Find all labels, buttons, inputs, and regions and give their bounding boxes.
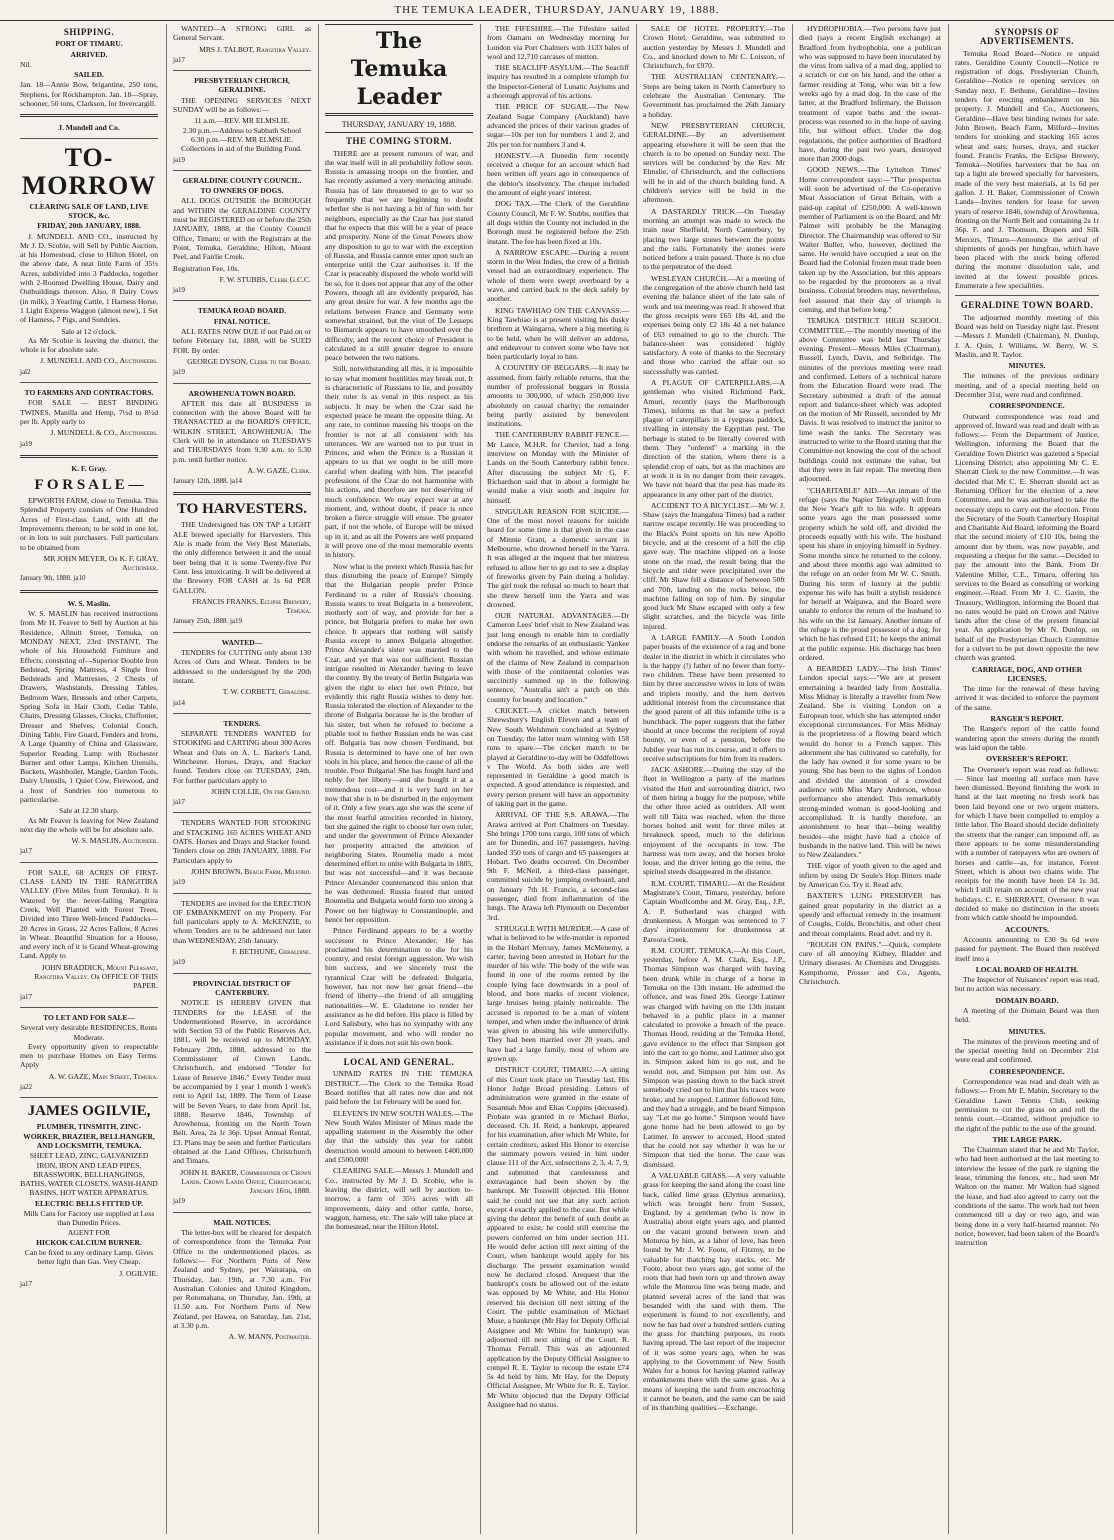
ad-code: ja17	[173, 55, 186, 64]
column-3	[318, 24, 479, 1534]
aro-heading: AROWHENUA TOWN BOARD.	[188, 388, 296, 398]
paragraph: A meeting of the Domain Board was then held.	[955, 1005, 1099, 1025]
paragraph: A LARGE FAMILY.—A South London paper boasts of the existence of a rag and bone dealer in the district in which it circulates who is the happy (!) father of no fewer than forty-two children. These have been presented to him by three successive wives in lots of twins and triplets mostly, and the item derives additional interest from the circumstance that the good parent of all this infantile tribe is a hunchback. The paper suggests that the father should at once become the recipient of royal bounty, or even of a pension, before the Jubilee year has run its course, and it offers to receive subscriptions for him from its readers.	[643, 633, 785, 763]
sailed-label: SAILED.	[74, 70, 104, 80]
signature: J. MUNDELL & CO., Auctioneers.	[50, 428, 158, 438]
tolet-text: Several very desirable RESIDENCES, Rents Moderate.	[20, 1023, 158, 1042]
paragraph: TEMUKA DISTRICT HIGH SCHOOL COMMITTEE.—The monthly meeting of the above Committee was held last Thursday evening. Present—Messrs Miles (Chairman), Russell, Lynch, Davis, and Selbridge. The minutes of the previous meeting were read and confirmed. Letters of a technical nature from the Education Board were read. The Secretary submitted a draft of the annual report and balance-sheet which was adopted on the motion of Mr Russell, seconded by Mr Davis. It was resolved to instruct the janitor to lime wash the tanks. The Secretary was instructed to write to the Board stating that the Committee not knowing the cost of the school buildings could not estimate the value, but that they were in fair repair. The meeting then adjourned.	[799, 316, 941, 484]
paragraph: A VALUABLE GRASS.—A very valuable grass for keeping the sand along the coast line back, called lime grass (Elymus arenarius), which was brought here from Sussex, England, by a gentleman (who is now in Australia) about eight years ago, and planted on the vacant ground between town and Moturoa by him, as a labor of love, has been found by Mr J. W. Foote, of Fitzroy, to be valuable for thatching hay stacks, etc. Mr Foote, about two years ago, got some of the roots that had been torn up and thrown away while the Moturoa line was being made, and planted several acres of the land that was besanded with the sand with them. The experiment is found to not excellently, and now he has had over a hundred settlers cutting the grass for thatching purposes, its roots having spread. The last report of the inspector of it was some years ago, when he was applying to the Government of New South Wales for a bonus for having planted railway embankments there with the same grass. As a means of keeping the sand from encroaching it cannot be beaten, and the same can be said of its thatching qualities.—Exchange.	[643, 1170, 785, 1413]
presby-text: THE OPENING SERVICES NEXT SUNDAY will be as follows:—	[173, 95, 311, 115]
columns	[14, 24, 1104, 1534]
paragraph: OUR NATURAL ADVANTAGES.—Dr Cameron Lees' brief visit to New Zealand was just long enough to enable him to cordially endorse the remarks of an enthusiastic Yankee with whom he travelled, and whose estimate of the claims of New Zealand in comparison with those of the continental colonies was succinctly summed up in the following sentence, "Australia ain't a patch on this country for beauty and location."	[487, 611, 629, 704]
tenders-heading: TENDERS.	[223, 718, 261, 728]
ad-code: ja19	[173, 368, 186, 377]
paragraph: THE PRICE OF SUGAR.—The New Zealand Sugar Company (Auckland) have advanced the prices of their various grades of sugar—10s per ton for numbers 1 and 2, and 20s per ton for numbers 3 and 4.	[487, 102, 629, 149]
subheading: CORRESPONDENCE.	[989, 401, 1065, 411]
shipping-heading: SHIPPING.	[63, 27, 115, 37]
subheading: OVERSEER'S REPORT.	[986, 754, 1068, 764]
paragraph: "CHARITABLE" AID.—An inmate of the refuge (says the Napier Telegraph) will from the New Year's gift to his wife. It appears some years ago the man possessed some property which he sold off, and divided the proceeds equally with his wife. The husband spent his share in enjoying himself in Sydney. Some months since he returned to the colony, and about three months ago was admitted to the refuge on an order from Mr W. C. Smith. During his term of luxury at the public expense his wife has built a stylish residence for herself at Waipawa, and the Board were unable to enforce the return of the husband to his wife on the 1st January. Another inmate of the refuge is the proud possessor of a dog, for which he has refused £11; he keeps the animal at the public expense. His discharge has been ordered.	[799, 485, 941, 662]
signature: T. W. CORBETT, Geraldine.	[222, 687, 311, 697]
signature: A. W. GAZE, Clerk.	[247, 465, 311, 475]
paragraph: WESLEYAN CHURCH.—At a meeting of the congregation of the above church held last evening the balance sheet of the late sale of work and tea meeting was read. It showed that the gross receipts were £65 18s 4d, and the expenses being only £2 18s 4d a net balance of £63 remained to go to the church. The balance-sheet was considered highly satisfactory. A vote of thanks to the Secretary and those who carried the affair out so successfully was carried.	[643, 273, 785, 376]
paragraph: R.M. COURT, TIMARU.—At the Resident Magistrate's Court, Timaru, yesterday, before Captain Woollcombe and M. Gray, Esq., J.P., A. P. Sutherland was charged with drunkenness. A Morgan was sentenced to 7 days' imprisonment for drunkenness at Pareora Creek.	[643, 878, 785, 944]
subheading: DOMAIN BOARD.	[995, 995, 1059, 1005]
editorial-heading: THE COMING STORM.	[345, 136, 453, 147]
subheading: MINUTES.	[1008, 361, 1046, 371]
tolet-text2: Every opportunity given to respectable men to purchase Homes on Easy Terms. Apply	[20, 1041, 158, 1070]
dogs-text: ALL DOGS OUTSIDE the BOROUGH and WITHIN the GERALDINE COUNTY must be REGISTERED on or before the 25th JANUARY, 1888, at the County Council Office, Timaru; or with the Registrars at the Point, Temuka, Geraldine, Hilton, Mount Peel, and Fairlie Creek.	[173, 196, 311, 262]
paragraph: Prince Ferdinand appears to be a worthy successor to Prince Alexander. He has proclaimed his determination to die for his country, and resist foreign aggression. We wish him success, and we sincerely trust the tyrannical Czar will be defeated. Bulgaria, however, has not now her great friend—the friend of liberty—the friend of all struggling nationalities—W. E. Gladstone to render her assistance as he did before. His place is filled by Lord Salisbury, who has no sympathy with any popular movement, and who will render no assistance if it does not suit his own book.	[325, 926, 473, 1047]
paragraph: ARRIVAL OF THE S.S. ARAWA.—The Arawa arrived at Port Chalmers on Tuesday. She brings 1700 tons cargo, 100 tons of which are for Dunedin, and 167 passengers, having landed 350 tons of cargo and 65 passengers at Hobart. Two deaths occurred. On December 9th F. McNeil, a third-class passenger, committed suicide by jumping overboard, and on January 7th H. Francis, a second-class passenger, died from inflammation of the lungs. The Arawa left Plymouth on December 3rd.	[487, 810, 629, 922]
stooking-text: SEPARATE TENDERS WANTED for STOOKING and CARTING about 300 Acres Wheat and Oats on A. L. Barker's Land, Winchester. Horses, Drays, and Stacker found. Tenders close on TUESDAY, 24th. For further particulars apply to	[173, 729, 311, 785]
subheading: MINUTES.	[1008, 1026, 1046, 1036]
gray-text: EPWORTH FARM, close to Temuka. This Splendid Property consists of One Hundred Acres of First-class Land, with all the Improvements thereon; to be sold in one lot, or in lots to suit purchasers. Full particulars to be obtained from	[20, 496, 158, 552]
mail-heading: MAIL NOTICES.	[213, 1217, 271, 1227]
paragraph: DISTRICT COURT, TIMARU.—A sitting of this Court took place on Tuesday last, His Honor Judge Broad presiding. Letters of administration were granted in the estate of Susannah Moe and Elias Coppins (deceased). Probate was granted in re Michael Burke, deceased. Ch. H. Reid, a bankrupt, appeared for his examination, after which Mr White, for certain creditors, asked His Honor to exercise the summary powers vested in him under clause 111 of the Act, subsections 2, 3, 4, 7, 9, and submitted that carelessness and extravagance had been shown by the bankrupt. Mr Tosswill objected. His Honor said he could not see that any such action except 4 exactly applied to the case. But while giving the debtor the benefit of such doubt as appeared to exist, he could still exercise the powers conferred on him under section 111. He would defer action till next sitting of the Court, when bankrupt would apply for his discharge. The present examination would now be declared closed. Arequest that the bankrupt's costs be allowed out of the estate was opposed by Mr White, and His Honor reserved his decision till next sitting of the Court. The public examination of Michael Muse, a bankrupt (Mr Hay for Deputy Official Assignee and Mr White for bankrupt) was adjourned till next sitting of the Court. R. Thomas Ferrall. This was an adjourned application by the Deputy Official Assignee to compel R. E. Taylor to recoup the estate £74 5s 4d held by him. Mr Hay, for the Deputy Official Assignee, Mr White for R. E. Taylor. Mr White objected that the Deputy Official Assignee had no status.	[487, 1065, 629, 1410]
mundell-heading: J. Mundell and Co.	[58, 123, 120, 133]
signature: JOHN BRADDICK, Mount Pleasant, Rangitira Valley. Or OFFICE OF THIS PAPER.	[34, 962, 158, 991]
paragraph: KING TAWHIAO ON THE CANVASS.—King Tawhiao is at present visiting his dusky brethren at Waingaroa, where a big meeting is to be held, when he will deliver an address, and endeavour to convert some who have not been particularly loyal to him.	[487, 305, 629, 362]
newspaper-nameplate: The Temuka Leader	[325, 24, 473, 116]
ad-code: ja19	[173, 1197, 186, 1206]
prov-heading: PROVINCIAL DISTRICT OF CANTERBURY.	[192, 978, 292, 997]
signature: J. OGILVIE.	[119, 1268, 158, 1278]
dogs-heading: TO OWNERS OF DOGS.	[200, 186, 284, 196]
paragraph: THE AUSTRALIAN CENTENARY.—Steps are being taken in North Canterbury to celebrate the Australian Centenary. The Government has proclaimed the 26th January a holiday.	[643, 72, 785, 119]
paragraph: BAXTER'S LUNG PRESERVER has gained great popularity in the district as a speedy and effectual remedy in the treatment of Coughs, Colds, Bronchitis, and other chest and throat complaints. Read advt. and try it.	[799, 891, 941, 938]
gcc-heading: GERALDINE COUNTY COUNCIL.	[182, 175, 302, 185]
paragraph: A NARROW ESCAPE.—During a recent storm in the West Indies, the crew of a British vessel had an extraordinary experience. The whole of them were swept overboard by a wave, and carried back to the deck safely by another.	[487, 247, 629, 304]
wanted-ad: WANTED—A STRONG GIRL as General Servant.	[173, 24, 311, 43]
paragraph: The minutes of the previous meeting and of the special meeting held on December 21st were read and confirmed.	[955, 1036, 1099, 1065]
sale-note: As Mr Scobie is leaving the district, the whole is for absolute sale.	[20, 335, 158, 355]
local-heading: LOCAL AND GENERAL.	[343, 1057, 455, 1068]
masthead-title: THE TEMUKA LEADER, THURSDAY, JANUARY 19, 1888.	[394, 4, 720, 16]
paragraph: A BEARDED LADY.—The Irish Times' London special says:—"We are at present entertaining a bearded lady from Australia. Miss Midnay is literally a traveller from New Zealand. She is visiting London on a European tour, which she has attempted under exceptional circumstances. For Miss Midnay is the proprietress of a flowing beard which would do honor to a French sapper. This adornment she has cultivated so carefully, for the lady has owned it for some years to be young. She has been to the sights of London and divided the attention of a crowded audience with Miss Mary Anderson, whose performance she attended. This remarkably strong-minded woman is good-looking and accomplished. It is hardly therefore, an astonishment to hear that—being wealthy besides—she might have had a choice of husbands in the native land. This will be news to New Zealanders."	[799, 664, 941, 860]
cutting-text: TENDERS for CUTTING only about 130 Acres of Oats and Wheat. Tenders to be addressed to the undersigned by the 20th instant.	[173, 648, 311, 685]
signature: J. MUNDELL AND CO., Auctioneers.	[40, 356, 158, 366]
paragraph: Correspondence was read and dealt with as follows:— From Mr E. Mabin, Secretary to the Geraldine Lawn Tennis Club, seeking permission to cut the grass on and roll the tennis court.—Granted, without prejudice to the right of the public to the use of the ground.	[955, 1077, 1099, 1133]
service-note: Collections in aid of the Building Fund.	[181, 144, 302, 154]
column-6	[792, 24, 947, 1534]
signature: MR JOHN MEYER, Or K. F. GRAY, Auctioneer.	[43, 553, 158, 573]
ad-code: ja14	[173, 698, 186, 707]
maslin-text: W. S. MASLIN has received instructions from Mr H. Feaver to Sell by Auction at his Residence, Allnutt Street, Temuka, on MONDAY NEXT, 23rd INSTANT, The whole of his Household Furniture and Effects, consisting of—Superior Double Iron Bedstead, Spring Mattress, 4 Single Iron Bedsteads and Mattresses, 2 Chests of Drawers, Washstands, Dressing Tables, Bedroom Ware, Brussels and other Carpets, Spring Sofa in Hair Cloth, Cedar Table, Chairs, Dressing Glasses, Clocks, Chiffonier, Dresser and Shelves, Colonial Couch, Dining Table, Fire Guard, Fenders and Irons, A Large Quantity of China and Glassware, Superior Reading Lamp with Rochester Burner and other Lamps, Kitchen Utensils, Buckets, Washboiler, Mangle, Garden Tools, Dairy Utensils, 1 Quiet Cow, Firewood, and a host of Sundries too numerous to particularise.	[20, 609, 158, 804]
column-7	[948, 24, 1105, 1534]
page-masthead	[0, 4, 1114, 21]
paragraph: THE SEACLIFF ASYLUM.—The Seacliff inquiry has resulted in a complete triumph for the Inspector-General of Lunatic Asylums and a thorough approval of his actions.	[487, 63, 629, 101]
ad-code: ja17	[20, 847, 33, 856]
signature: W. S. MASLIN, Auctioneer.	[71, 836, 158, 846]
paragraph: NEW PRESBYTERIAN CHURCH, GERALDINE.—By an advertisement appearing elsewhere it will be seen that the church is to be opened on Sunday next. The services will be conducted by the Rev. Mr Elmslie, of Christchurch, and the collections will be in aid of the church building fund. A children's service will be held in the afternoon.	[643, 120, 785, 205]
sailed-text: Jan. 18—Annie Bow, brigantine, 250 tons, Stephens, for Rockhampton. Jan. 18—Spray, schooner, 50 tons, Clarkson, for Invercargill.	[20, 80, 158, 109]
signature: F. BETHUNE, Geraldine.	[231, 947, 311, 957]
paragraph: The Ranger's report of the cattle found wandering upon the streets during the month was laid upon the table.	[955, 724, 1099, 752]
service-2: 2.30 p.m.—Address to Sabbath School	[182, 125, 302, 135]
prov-text: NOTICE IS HEREBY GIVEN that TENDERS for the LEASE of the Undermentioned Reserve, in accordance with Section 53 of the Public Reserves Act, 1881, will be received up to MONDAY, February 20th, 1888, addressed to the Commissioner of Crown Lands, Christchurch, and endorsed "Tender for Lease of Reserve 1846." Every Tender must be accompanied by 1 year 1 month 1 week's rent to April 1st, 1889. The Term of Lease will be Seven Years, to date from April 1st, 1888. Reserve 1846, Township of Arowhenua, fronting on the North Town Belt. Area, 2a 1r 36p. Upset Annual Rental, £3. Plans may be seen and further Particulars obtained at the Land Offices, Christchurch and Timaru.	[173, 998, 311, 1166]
paragraph: UNPAID RATES IN THE TEMUKA DISTRICT.—The Clerk to the Temuka Road Board notifies that all rates now due and not paid before the 1st February will be sued for.	[325, 1069, 473, 1107]
trb-heading: TEMUKA ROAD BOARD.	[197, 306, 287, 316]
sale-text: J. MUNDELL AND CO., instructed by Mr J. D. Scobie, will Sell by Public Auction, at his Homestead, close to Hilton Hotel, on the above date, A neat little Farm of 35½ Acres, subdivided into 3 Paddocks, together with 2-Roomed Dwelling House, Dairy and Outbuildings thereon. Also, 8 Dairy Cows (in milk), 3 Yearling Cattle, 1 Harness Horse, 1 Light Express Waggon (almost new), 1 Set of Harness, 7 Pigs, and Sundries.	[20, 231, 158, 325]
binding-text: FOR SALE — BEST BINDING TWINES, Manilla and Hemp, 7½d to 8½d per lb. Apply early to	[20, 398, 158, 426]
subheading: THE LARGE PARK.	[992, 1134, 1062, 1144]
paragraph: SINGULAR REASON FOR SUICIDE.—One of the most novel reasons for suicide heard for some time is that given in the case of Minnie Grant, a domestic servant in Melbourne, who drowned herself in the Yarra. It was alleged at the inquest that her mistress refused to allow her to go out to see a display of fireworks given by Pain during a holiday. The girl took the refusal so much to heart that she threw herself into the Yarra and was drowned.	[487, 506, 629, 609]
agent: AGENT FOR	[67, 1227, 111, 1237]
paragraph: DOG TAX.—The Clerk of the Geraldine County Council, Mr F. W. Stubbs, notifies that all dogs within the County not included in the Borough must be registered before the 25th instant. The fee has been fixed at 10s.	[487, 199, 629, 246]
paragraph: A PLAGUE OF CATERPILLARS.—A gentleman who visited Richmond Park, Amuri, recently (says the Marlborough Times), informs us that he saw a perfect plague of caterpillars in a ryegrass paddock, rivalling in intensity the Egyptian pest. The herbage is stated to be literally covered with them. They "ordered" a marking in the direction of the station, where there is a splendid crop of oats, but as the machines are at work it is in no danger from their ravages. We have not heard that the pest has made its appearance in any other part of the district.	[643, 377, 785, 499]
paragraph: R.M. COURT, TEMUKA.—At this Court, yesterday, before A. M. Clark, Esq., J.P., Thomas Simpson was charged with having been drunk while in charge of a horse in Temuka on the 13th instant. He admitted the offence, and was fined 20s. George Latimer was charged with having on the 13th instant behaved in a public place in a manner calculated to provoke a breach of the peace. Thomas Hood, residing at the Temuka Hotel, gave evidence to the effect that Simpson got into the cart to go home, and Latimer also got in. Simpson asked him to go out, and he would not, and Simpson put him out. As Simpson was passing down to the back street somebody cried out to him that his traces were broke, and he stopped. Latimer followed him, and they had a struggle, and he heard Simpson say "Let me go home." Simpson would have gone home had he been allowed to go by Latimer. In answer to accused, Hood stated that he could not say whether it was he or Simpson that tied the horse. The case was dismissed.	[643, 945, 785, 1169]
signature: F. W. STUBBS, Clerk G.C.C.	[219, 274, 311, 284]
paragraph: The Inspector of Nuisances' report was read, but no action was necessary.	[955, 975, 1099, 994]
subheading: RANGER'S REPORT.	[990, 714, 1064, 724]
paragraph: Accounts amounting to £30 9s 6d were passed for payment. The Board then resolved itself into a	[955, 934, 1099, 963]
subheading: CARRIAGE, DOG, AND OTHER LICENSES.	[971, 664, 1083, 683]
issue-date: THURSDAY, JANUARY 19, 1888.	[325, 120, 473, 133]
signature: JOHN BROWN, Beach Farm, Milford.	[190, 866, 311, 876]
ad-code: January 9th, 1888. ja10	[20, 574, 86, 583]
ad-code: ja17	[173, 798, 186, 807]
paragraph: "ROUGH ON PAINS."—Quick, complete cure of all annoying Kidney, Bladder and Urinary diseases. At Chemists and Druggists. Kempthorne, Prosser and Co., Agents, Christchurch.	[799, 939, 941, 986]
ad-code: ja19	[173, 958, 186, 967]
embank-text: TENDERS are invited for the ERECTION OF EMBANKMENT on my Property. For full particulars apply to A. McKENZIE, to whom Tenders are to be addressed not later than WEDNESDAY, 25th January.	[173, 898, 311, 945]
maslin-time: Sale at 12.30 sharp.	[59, 806, 119, 816]
paragraph: A COUNTRY OF BEGGARS.—It may be assumed, from fairly reliable returns, that the number of professional beggars in Russia amounts to 300,000, of which 250,000 live absolutely on casual charity; the remainder being partly assisted by benevolent institutions.	[487, 363, 629, 429]
farmers-heading: TO FARMERS AND CONTRACTORS.	[24, 388, 154, 398]
ad-code: ja17	[20, 1280, 33, 1289]
clearing-sale: CLEARING SALE OF LAND, LIVE STOCK, &c.	[29, 201, 149, 220]
paragraph: THE FIFESHIRE.—The Fifeshire sailed from Oamaru on Wednesday morning for London via Port Chalmers with 1133 bales of wool and 12,710 carcases of mutton.	[487, 24, 629, 61]
calcium-heading: HICKOK CALCIUM BURNER.	[36, 1237, 142, 1247]
sale-time: Sale at 12 o'clock.	[61, 326, 117, 336]
rates-text: ALL RATES NOW DUE if not Paid on or before February 1st, 1888, will be SUED FOR. By order.	[173, 327, 311, 355]
paragraph: Still, notwithstanding all this, it is impossible to say what moment hostilities may break out. It is characteristic of Russians to lie, and possibly their ruler is as venal in this respect as his subjects. It may be when the Czar said he expected peace he meant the opposite thing. At any rate, to continue massing his troops on the frontier is not at all consistent with his utterances. We are warned not to put trust in Princes, and when the Prince is a Russian it appears to us that we ought to be still more careful when dealing with him. The peaceful professions of the Czar do not harmonise with his actions, and therefore are not deserving of much confidence. We may expect war at any moment, and, without doubt, if peace is once broken a fierce struggle will ensue. The greater part, if not the whole, of Europe will be mixed up in it, and as all the Powers are well prepared it will prove one of the most memorable events in history.	[325, 364, 473, 560]
ad-code: January 12th, 1888. ja14	[173, 477, 243, 486]
ad-code: ja17	[20, 992, 33, 1001]
wanted2-heading: WANTED—	[221, 637, 263, 647]
tomorrow-heading: TO-MORROW	[21, 142, 157, 200]
paragraph: A DASTARDLY TRICK.—On Tuesday morning an attempt was made to wreck the train near Sheffield, North Canterbury, by placing two large stones between the points and the rails. Fortunately the stones were noticed before a train passed. There is no clue to the perpetrator of the deed.	[643, 206, 785, 272]
mail-text: The letter-box will be cleared for despatch of correspondence from the Temuka Post Office to the undermentioned places, as follows:— For Northern Ports of New Zealand and Sydney, per Wairarapa, on Thursday, Jan. 19th, at 7.30 a.m. For Australian Colonies and United Kingdom, per Rotomahana, on Thursday, Jan. 19th, at 11.50 a.m. For Northern Ports of New Zealand, per Hawea, on Saturday, Jan. 21st, at 3.30 p.m.	[173, 1228, 311, 1331]
paragraph: The adjourned monthly meeting of this Board was held on Tuesday night last. Present—Messrs J. Mundell (Chairman), N. Dunlop, J. A. Quin, J. Williams, W. Berry, W. S. Maslin, and R. Taylor.	[955, 312, 1099, 359]
signature: FRANCIS FRANKS, Eclipse Brewery, Temuka.	[192, 596, 311, 616]
ad-code: ja22	[20, 1083, 33, 1092]
column-5	[636, 24, 791, 1534]
signature: JOHN H. BAKER, Commissioner of Crown Lands. Crown Lands Office, Christchurch, January 16th, 1888.	[180, 1167, 311, 1196]
gtb-heading: GERALDINE TOWN BOARD.	[960, 300, 1094, 311]
paragraph: The time for the renewal of these having arrived it was decided to enforce the payment of the same.	[955, 684, 1099, 712]
column-1	[14, 24, 164, 1534]
paragraph: HYDROPHOBIA.—Two persons have just died (says a recent English exchange) at Bradford from hydrophobia, one a publican who was supposed to have been inoculated by the virus from saliva of a mad dog, applied to a scratch or cut on his hand, and the other a farmer residing at Tong, who was bit a few weeks ago by a mad dog. In the case of the latter, at the Bradford Infirmary, the Buisson treatment of vapor baths and the sweat-process was resorted to in the hope of saving life, but without effect. Under the dog regulations, the police authorities of Bradford have, during the past two years, destroyed more than 2000 dogs.	[799, 24, 941, 164]
ad-code: January 25th, 1888. ja19	[173, 617, 243, 626]
calcium-text: Can be fixed to any ordinary Lamp. Gives better light than Gas. Very Cheap.	[24, 1248, 154, 1267]
paragraph: ELEVEN'S IN NEW SOUTH WALES.—The New South Wales Minister of Mines made the appalling statement in the Assembly the other day that the subsidy this year for rabbit destruction would amount to between £400,000 and £500,000!	[325, 1108, 473, 1165]
column-4	[480, 24, 635, 1534]
presby-heading: PRESBYTERIAN CHURCH, GERALDINE.	[194, 76, 290, 95]
paragraph: THE CANTERBURY RABBIT FENCE.—Mr Lance, M.H.R. for Cheviot, had a long interview on Monday with the Minister of Lands on the South Canterbury rabbit fence. After discussing the subject Mr G. F. Richardson said that in about a fortnight he would make a visit south and inquire for himself.	[487, 430, 629, 505]
ad-code: ja19	[20, 439, 33, 448]
paragraph: The minutes of the previous ordinary meeting, and of a special meeting held on December 31st, were read and confirmed.	[955, 371, 1099, 399]
ad-code: jal2	[20, 367, 31, 376]
signature: GEORGE DYSON, Clerk to the Board.	[187, 356, 311, 366]
aro-text: AFTER this date all BUSINESS in connection with the above Board will be TRANSACTED at the BOARD'S OFFICE, WILKIN STREET, AROWHENUA. The Clerk will be in attendance on TUESDAYS and THURSDAYS from 9.30 a.m. to 5.30 p.m. until further notice.	[173, 398, 311, 464]
subheading: LOCAL BOARD OF HEALTH.	[975, 964, 1079, 974]
service-1: 11 a.m.—REV. MR ELMSLIE.	[194, 116, 290, 126]
paragraph: THE vigor of youth given to the aged and infirm by using Dr Soule's Hop Bitters made by American Co. Try it. Read adv.	[799, 861, 941, 890]
column-2	[166, 24, 317, 1534]
paragraph: JACK ASHORE.—During the stay of the fleet in Wellington a party of the marines visited the Hutt and surrounding district, two of them hiring a buggy for the purpose, while the other three acted as outriders. All went well till Taita was reached, when the three horses bolted and went for three miles at breakneck speed, much to the delirious enjoyment of the occupants in tow. The harness was torn away, and the horses broke loose, and the driver letting go the reins, the spirited steeds disappeared in the distance.	[643, 765, 785, 877]
paragraph: The Overseer's report was read as follows:— Since last meeting all surface men have been dismissed. Beyond finishing the work in hand at the last meeting no fresh work has been laid beyond one or two urgent matters, for which I have been compelled to employ a little labor. The Board should decide definitely the streets that the ranger can impound off, as there appears to be some misunderstanding with a number of ratepayers who are owners of horses and cattle—as, for instance, Forest Street, which is about two chains wide. The receipts for the month have been £4 1s 3d, which I still retain on account of the new year holidays. C. E. SHERRATT, Overseer. It was decided to make no distinction in the streets from which cattle should be impounded.	[955, 764, 1099, 923]
signature: A. W. MANN, Postmaster.	[228, 1332, 311, 1342]
signature: A. W. GAZE, Main Street, Temuka.	[48, 1071, 158, 1081]
ogilvie-heading: JAMES OGILVIE,	[27, 1103, 151, 1120]
ogilvie-text: SHEET LEAD, ZINC, GALVANIZED IRON, IRON AND LEAD PIPES, BRASSWORK, BELLHANGINGS, BATHS, WATER CLOSETS, WASH-HAND BASINS, HOT WATER APPARATUS.	[20, 1151, 158, 1198]
paragraph: ACCIDENT TO A BICYCLIST.—Mr W. J. Shaw (says the Inangahua Times) had a rather narrow escape recently. He was proceeding to the Black's Point sports on his new Apollo bicycle, and at the crescent of a hill the clip gave way. The machine slipped on a loose stone on the road, the result being that the bicycle and rider were precipitated over the cliff. Mr Shaw fell a distance of between 50ft and 70ft, landing on the rocks below, the machine falling on top of him. By singular good luck Mr Shaw escaped with only a few slight scratches, and the bicycle was little injured.	[643, 500, 785, 631]
synopsis-heading: SYNOPSIS OF ADVERTISEMENTS.	[980, 27, 1074, 47]
paragraph: STRUGGLE WITH MURDER.—A case of what is believed to be wife-murder is reported in the Hobart Mercury. James McMenemy, a carter, having been arrested in Hobart for the murder of his wife. The body of the wife was found in one of the rooms rented by the couple lying face downwards in a pool of blood, and bore marks of recent violence, large bruises being plainly noticeable. The accused is reported to be a man of violent temper, and when under the influence of drink was given to abusing his wife unmercifully. They had been married over 20 years, and have had a large family, most of whom are grown up.	[487, 923, 629, 1064]
paragraph: SALE OF HOTEL PROPERTY.—The Crown Hotel, Geraldine, was submitted to auction yesterday by Messrs J. Mundell and Co., and knocked down to Mr C. Loisson, of Christchurch, for £970.	[643, 24, 785, 71]
arrived-text: Nil.	[20, 59, 32, 69]
signature: JOHN COLLIE, On the Ground.	[211, 786, 311, 796]
maslin-note: As Mr Feaver is leaving for New Zealand next day the whole will be for absolute sale.	[20, 815, 158, 834]
paragraph: Now what is the pretext which Russia has for thus disturbing the peace of Europe? Simply that the Bulgarian people prefer Prince Ferdinand to a ruler of Russia's choosing. Russia wants to treat Bulgaria in a benevolent, motherly sort of way, and provide for her a prince, but Bulgaria prefers to make her own choice. It appears that nothing will satisfy Russia except to annex Bulgaria altogether. Prince Alexander's sister was married to the Czar, and yet that was not sufficient. Russian intrigue resulted in Alexander having to leave the country. By the treaty of Berlin Bulgaria was given the right to elect her own Prince, but evidently this right Russia wishes to deny her. Russia tolerated the election of Alexander to the throne of Bulgaria because he is the brother of his sister, but when he refused to become a pliable tool to further Russian ends he was cast off. Bulgaria has now chosen Ferdinand, but Russia is determined to have one of her own tools in his place, and hence the cause of all the trouble. Poor Bulgaria! She has fought hard and nobly for her liberty—and she bought it at a tremendous cost—and it is very hard on her now that she is to be disturbed in the enjoyment of it. Only a few years ago she was the scene of the most fearful atrocities recorded in history, but she gained the right to choose her own ruler, and under the government of Prince Alexander her prosperity attracted the attention of neighboring States. Roumelia made a most determined effort to unite with Bulgaria in 1885, but was not successful—and it was because Prince Alexander countenanced this union that he was dethroned. Russia feared that united Roumelia and Bulgaria would form too strong a Power on her highway to Constantinople, and hence her opposition.	[325, 561, 473, 924]
ad-code: ja19	[173, 286, 186, 295]
paragraph: The Chairman stated that he and Mr Taylor, who had been authorised at the last meeting to interview the lessee of the park re signing the lease, trimming the fences, etc., had seen Mr Walton on the matter. Mr Walton had signed the lease, and had also agreed to carry out the conditions of the same. The work had not been commenced till a day or two ago, and was being done in a very half-hearted manner. No notice, however, had been taken of the Board's instruction	[955, 1145, 1099, 1248]
paragraph: Temuka Road Board—Notice re unpaid rates. Geraldine County Council—Notice re registration of dogs. Presbyterian Church, Geraldine—Notice re opening services on Sunday next. F. Bethune, Geraldine—Invites tenders for erecting embankment on his property. J. Mundell and Co., Auctioneers, Geraldine—Have best binding twines for sale. John Brown, Beach Farm, Milford—Invites tenders for stooking and stacking 165 acres wheat and oats; horses, drays, and stacker found. Francis Franks, the Eclipse Brewery, Temuka—Notifies harvesters that he has on tap a light ale brewed specially for harvesters, made of the very best materials, at 1s 6d per gallon. J. H. Baker, Commissioner of Crown Lands—Invites tenders for lease for seven years of reserve 1846, township of Arowhenua, fronting on the North Belt and containing 2a 1r 36p. F. and J. Thomson, Drapers and Silk Mercers, Timaru—Announce the arrival of shipments of goods per Jungfrau, which have been placed with the stock being offered during the monster dissolution sale, and invited at the lowest possible prices. Enumerate a few specialities.	[955, 48, 1099, 291]
subheading: ACCOUNTS.	[1005, 924, 1049, 934]
paragraph: HONESTY.—A Dunedin firm recently received a cheque for an account which had been written off years ago in consequence of the debtor's insolvency. The cheque included the amount of eight years' interest.	[487, 150, 629, 198]
acres-text: FOR SALE, 68 ACRES OF FIRST-CLASS LAND IN THE RANGITIRA VALLEY (Five Miles from Temuka). It is Watered by the never-failing Rangitira Creek, Well Planted with Forest Trees, Divided into Three Well-fenced Paddocks—20 Acres in Grass, 22 Acres Fallow, 8 Acres in Wheat. Beautiful Situation for a House, and every inch of it is Grand Wheat-growing Land. Apply to	[20, 867, 158, 961]
milk: Milk Cans for Factory use supplied at Less than Dunedin Prices.	[23, 1208, 155, 1228]
ad-code: ja19	[173, 878, 186, 887]
arrived-label: ARRIVED.	[70, 49, 108, 59]
bells: ELECTRIC BELLS FITTED UP.	[34, 1198, 144, 1208]
signature: MRS J. TALBOT, Rangitira Valley.	[199, 44, 311, 54]
subheading: CORRESPONDENCE.	[989, 1066, 1065, 1076]
port-heading: PORT OF TIMARU.	[55, 39, 123, 49]
dogs-fee: Registration Fee, 10s.	[173, 263, 240, 273]
ogilvie-sub: PLUMBER, TINSMITH, ZINC-WORKER, BRAZIER, BELLHANGER, AND LOCKSMITH, TEMUKA.	[23, 1122, 155, 1150]
maslin-heading: W. S. Maslin.	[67, 598, 111, 608]
sale-date: FRIDAY, 20th JANUARY, 1888.	[37, 221, 141, 231]
paragraph: CLEARING SALE.—Messrs J. Mundell and Co., instructed by Mr J. D. Scobie, who is leaving the district, will sell by auction to-morrow, a farm of 35½ acres with all improvements, dairy and other cattle, horse, waggon, harness, etc. The sale will take place at the homestead, near the Hilton Hotel.	[325, 1166, 473, 1232]
harvesters-heading: TO HARVESTERS.	[176, 501, 308, 518]
paragraph: THERE are at present rumours of war, and the war itself will in all probability follow soon. Russia is amassing troops on the frontier, and has recently assumed a very menacing attitude. Russia has of late threatened to go to war so frequently that we are beginning to doubt whether she is not having a bit of fun with her neighbors, especially as the Czar has just stated that he expects that this will be a year of peace and prosperity. None of the Great Powers show any disposition to go to war with the exception of Russia, and Russia cannot enter upon such an enterprise until the Czar authorises it. If the Czar is peaceably disposed the whole world will be so, for it does not appear that any of the other Powers, though all are evidently prepared, has any great desire for war. A few months ago the relations between France and Germany were somewhat strained, but the visit of De Lesseps to Bismarck appears to have smoothed over the difficulty, and the recent choice of President is calculated in a still greater degree to ensure peace between the two nations.	[325, 148, 473, 363]
gray-heading: K. F. Gray.	[71, 463, 107, 473]
tolet-heading: TO LET AND FOR SALE—	[43, 1012, 135, 1022]
final-notice: FINAL NOTICE.	[213, 316, 271, 326]
paragraph: GOOD NEWS.—The Lyttelton Times' Home correspondent says:—"The prospectus will soon be advertised of the Co-operative Meat Association of Great Britain, with a paid-up capital of £250,000. A well-known member of Parliament is on the Board, and Mr Palmer will probably be the Managing Director. The Chairmanship was offered to Sir Walter Buller, who, however, declined the same. He would have occupied a seat on the Board had the Colonial frozen meat trade been taken up by the Association, but this appears to be regarded by the promoters as a rival business. Colonial breeders may, nevertheless, feel assured that their day of triumph is coming, and that before long."	[799, 165, 941, 314]
paragraph: Outward correspondence was read and approved of. Inward was read and dealt with as follows:— From the Department of Justice, Wellington, informing the Board that the Geraldine Town District was gazetted a Special Licensing District; also appointing Mr C. E. Sherratt Clerk to the new Committee.—It was decided that Mr C. E. Sherratt should act as Returning Officer for the election of a new Committee, and he was authorised to take the necessary steps to carry out the election. From the Secretary of the South Canterbury Hospital and Charitable Aid Board, informing the Board that the second moiety of £10 10s, being the amount due by them, was now payable, and requesting a cheque for the same.—Decided to pay the amount into the Bank. From Dr Valentine Miller, C.E., Timaru, offering his services to the Board as consulting or working engineer.—Read. From Mr J. C. Gavin, the Treasury, Wellington, informing the Board that no rates would be paid on Crown and Native lands after the close of the present financial year. An application by Mr N. Dunlop, on behalf of the Presbyterian Church Committee for a culvert to be put down opposite the new church was granted.	[955, 411, 1099, 663]
ad-code: ja19	[173, 155, 186, 164]
service-3: 6.30 p.m.—REV. MR ELMSLIE.	[191, 134, 293, 144]
stacking-text: TENDERS WANTED FOR STOOKING and STACKING 165 ACRES WHEAT AND OATS. Horses and Drays and Stacker found. Tenders close on 28th JANUARY, 1888. For Particulars apply to	[173, 818, 311, 865]
paragraph: CRICKET.—A cricket match between Shrewsbury's English Eleven and a team of New South Welshmen concluded at Sydney on Tuesday, the latter team winning with 158 runs to spare.—The cricket match to be played at Geraldine to-day will be Oddfellows v The World. As both sides are well represented in Geraldine a good match is expected. A good attendance is requested, and every person present will have an opportunity of taking part in the game.	[487, 706, 629, 809]
forsale-heading: F O R S A L E —	[34, 477, 144, 494]
harv-text: THE Undersigned has ON TAP a LIGHT ALE brewed specially for Harvesters. This Ale is made from the Very Best Materials, the only difference between it and the usual beer being that it is some Twenty-five Per Cent. less intoxicating. It will be delivered at the Brewery FOR CASH at 1s 6d PER GALLON.	[173, 520, 311, 595]
